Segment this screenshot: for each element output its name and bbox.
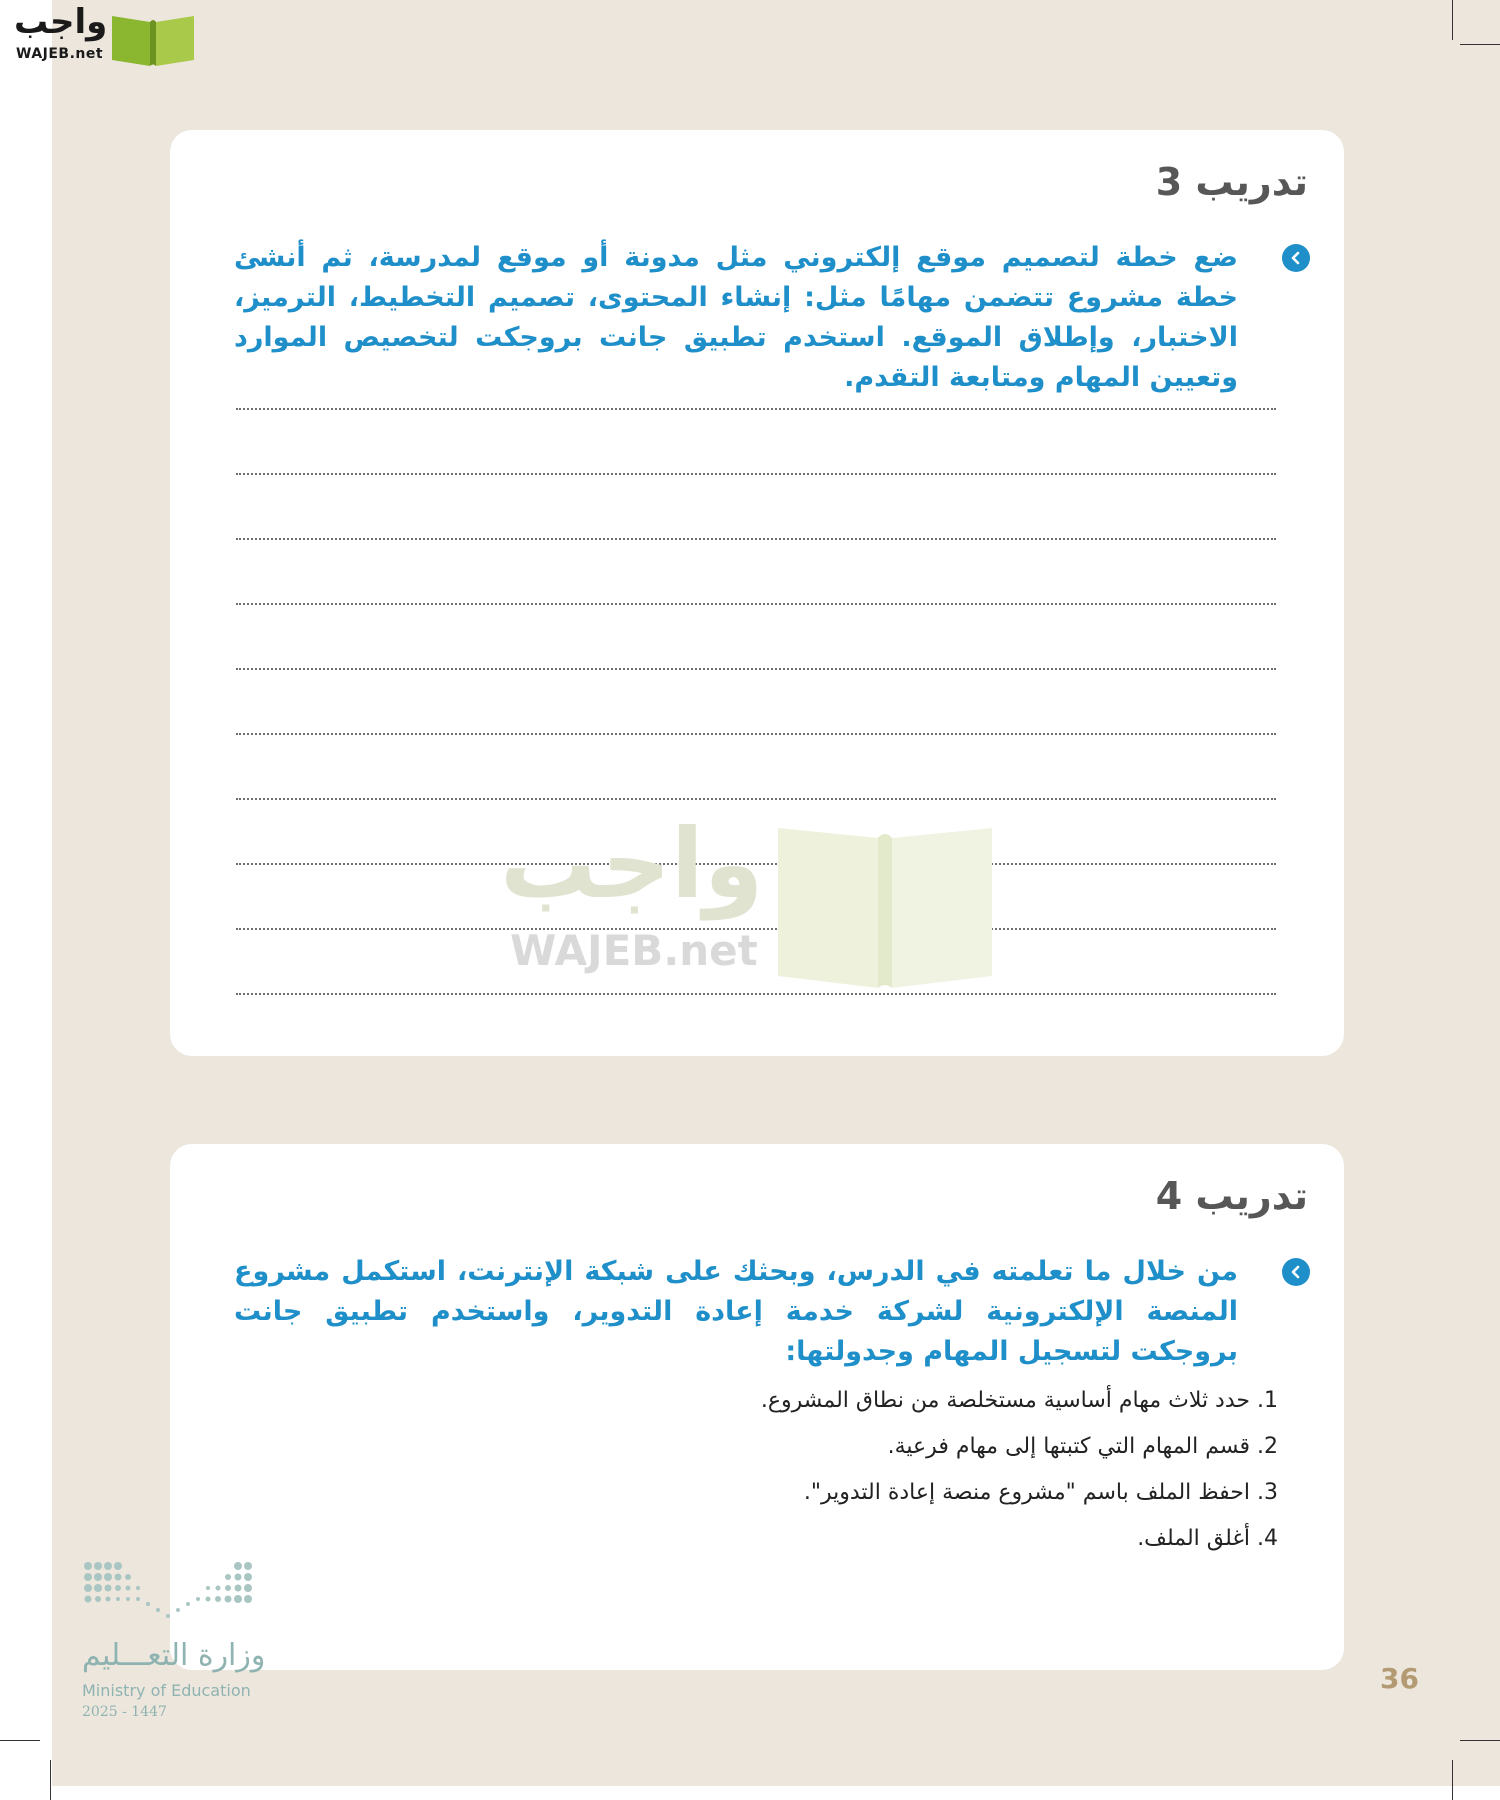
answer-line[interactable] [236,668,1276,670]
answer-line[interactable] [236,798,1276,800]
crop-mark [1452,0,1453,40]
ministry-dots-icon [82,1558,272,1628]
answer-line[interactable] [236,538,1276,540]
book-icon [108,8,198,68]
training-3-question: ضع خطة لتصميم موقع إلكتروني مثل مدونة أو موقع لمدرسة، ثم أنشئ خطة مشروع تتضمن مهامًا مثل: إنشاء المحتوى، تصميم التخطيط، الترميز، الاختبار، وإطلاق الموقع. استخدم تطبيق جانت بروجكت لتخصيص الموارد وتعيين المهام ومتابعة التقدم. [234,242,1238,393]
answer-line[interactable] [236,408,1276,410]
logo-arabic: واجب [14,2,108,42]
page-number: 36 [1380,1662,1419,1695]
training-3-bullet [1282,244,1310,272]
list-item: 4. أغلق الملف. [1137,1526,1278,1551]
list-item: 1. حدد ثلاث مهام أساسية مستخلصة من نطاق المشروع. [760,1388,1278,1413]
crop-mark [50,1760,51,1800]
training-4-card [170,1144,1344,1670]
ministry-english: Ministry of Education [82,1681,251,1700]
ministry-arabic: وزارة التعـــليم [82,1638,266,1673]
training-4-question: من خلال ما تعلمته في الدرس، وبحثك على شبكة الإنترنت، استكمل مشروع المنصة الإلكترونية لشركة خدمة إعادة التدوير، واستخدم تطبيق جانت بروجكت لتسجيل المهام وجدولتها: [234,1256,1238,1367]
chevron-left-icon [1289,1265,1303,1279]
chevron-left-icon [1289,251,1303,265]
ministry-year: 2025 - 1447 [82,1704,167,1720]
book-icon [772,816,998,992]
list-item: 2. قسم المهام التي كتبتها إلى مهام فرعية. [887,1434,1278,1459]
watermark-latin: WAJEB.net [510,926,758,975]
ministry-logo [82,1558,272,1728]
answer-line[interactable] [236,603,1276,605]
answer-line[interactable] [236,473,1276,475]
answer-line[interactable] [236,733,1276,735]
watermark-arabic: واجب [500,808,764,920]
watermark [500,808,1000,998]
training-3-title: تدريب 3 [1155,160,1308,204]
crop-mark [1460,1740,1500,1741]
wajeb-logo[interactable] [8,2,190,68]
list-item: 3. احفظ الملف باسم "مشروع منصة إعادة التدوير". [803,1480,1278,1505]
crop-mark [1460,44,1500,45]
steps-list [761,1378,1278,1562]
training-4-bullet [1282,1258,1310,1286]
training-4-title: تدريب 4 [1155,1174,1308,1218]
crop-mark [1452,1760,1453,1800]
logo-latin: WAJEB.net [16,46,104,62]
crop-mark [0,1740,40,1741]
